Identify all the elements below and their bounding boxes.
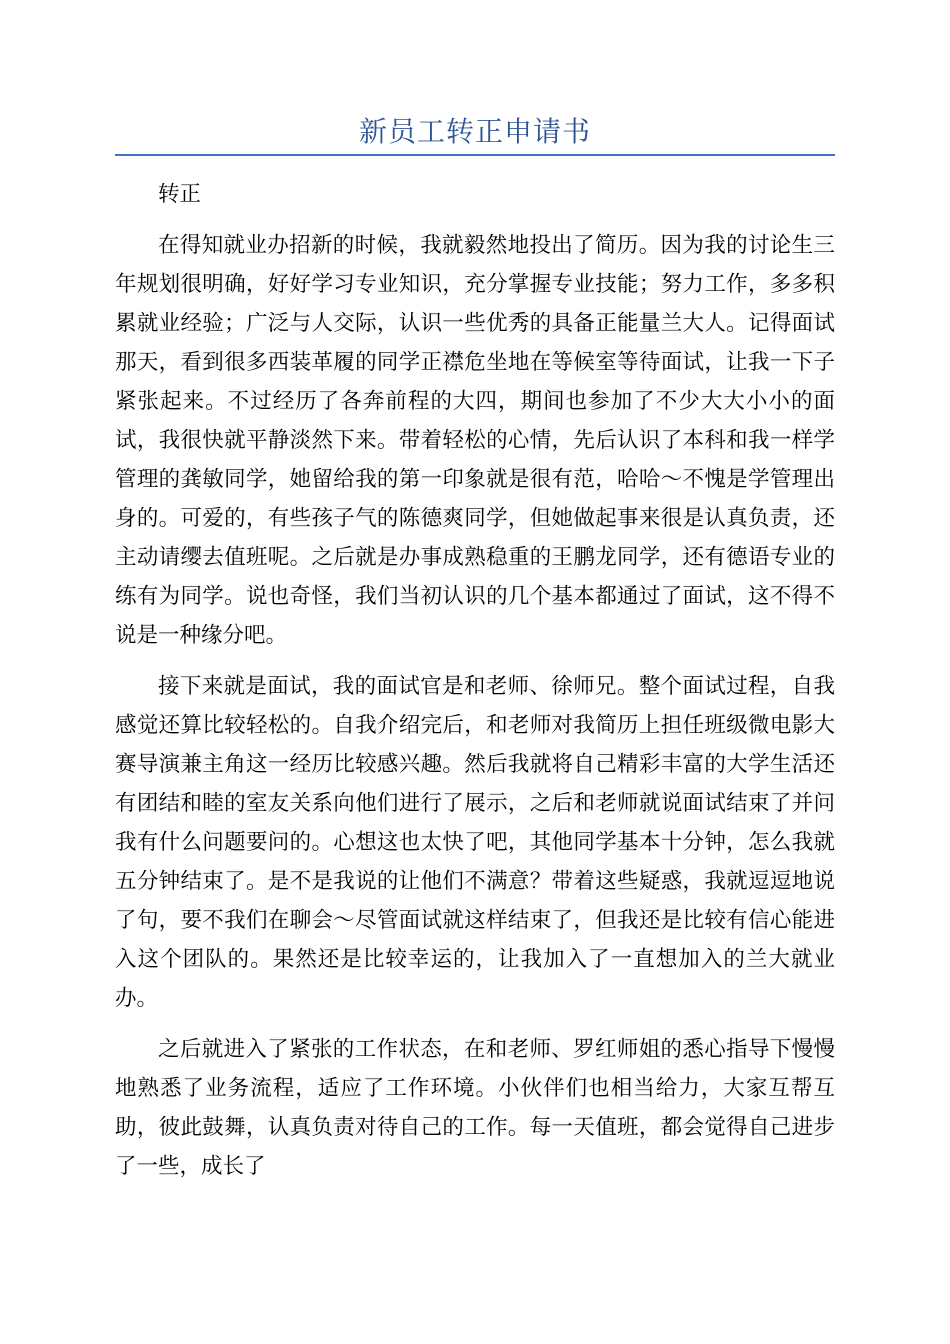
title-underline (115, 154, 835, 156)
paragraph: 接下来就是面试，我的面试官是和老师、徐师兄。整个面试过程，自我感觉还算比较轻松的。自我介绍完后，和老师对我简历上担任班级微电影大赛导演兼主角这一经历比较感兴趣。然后我就将自己精彩丰富的大学生活还有团结和睦的室友关系向他们进行了展示，之后和老师就说面试结束了并问我有什么问题要问的。心想这也太快了吧，其他同学基本十分钟，怎么我就五分钟结束了。是不是我说的让他们不满意？带着这些疑惑，我就逗逗地说了句，要不我们在聊会～尽管面试就这样结束了，但我还是比较有信心能进入这个团队的。果然还是比较幸运的，让我加入了一直想加入的兰大就业办。 (115, 674, 835, 1011)
document-title: 新员工转正申请书 (358, 115, 591, 148)
paragraph: 在得知就业办招新的时候，我就毅然地投出了简历。因为我的讨论生三年规划很明确，好好学习专业知识，充分掌握专业技能；努力工作，多多积累就业经验；广泛与人交际，认识一些优秀的具备正能量兰大人。记得面试那天，看到很多西装革履的同学正襟危坐地在等候室等待面试，让我一下子紧张起来。不过经历了各奔前程的大四，期间也参加了不少大大小小的面试，我很快就平静淡然下来。带着轻松的心情，先后认识了本科和我一样学管理的龚敏同学，她留给我的第一印象就是很有范，哈哈～不愧是学管理出身的。可爱的，有些孩子气的陈德爽同学，但她做起事来很是认真负责，还主动请缨去值班呢。之后就是办事成熟稳重的王鹏龙同学，还有德语专业的练有为同学。说也奇怪，我们当初认识的几个基本都通过了面试，这不得不说是一种缘分吧。 (115, 233, 835, 648)
paragraph: 之后就进入了紧张的工作状态，在和老师、罗红师姐的悉心指导下慢慢地熟悉了业务流程，适应了工作环境。小伙伴们也相当给力，大家互帮互助，彼此鼓舞，认真负责对待自己的工作。每一天值班，都会觉得自己进步了一些，成长了 (115, 1037, 835, 1179)
paragraph-heading: 转正 (158, 182, 202, 207)
document-body (115, 175, 835, 1198)
